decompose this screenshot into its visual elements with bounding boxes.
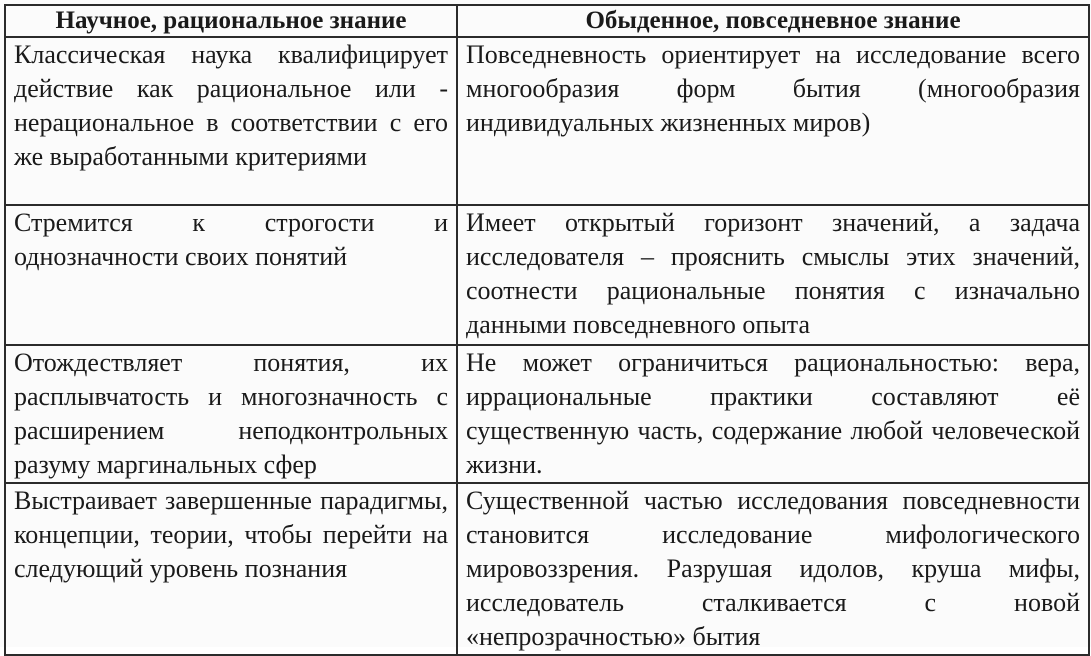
cell-everyday	[457, 483, 1089, 655]
cell-text: Выстраивает завершенные парадигмы, концепции, теории, чтобы перейти на следующий уровень познания	[14, 486, 448, 583]
table-row	[5, 205, 1089, 345]
cell-everyday	[457, 37, 1089, 205]
cell-scientific	[5, 483, 457, 655]
cell-scientific	[5, 37, 457, 205]
cell-scientific	[5, 205, 457, 345]
cell-text: Имеет открытый горизонт значений, а задача исследователя – прояснить смыслы этих значений, соотнести рациональные понятия с изначально данными повседневного опыта	[466, 208, 1080, 339]
cell-text: Отождествляет понятия, их расплывчатость и многозначность с расширением неподконтрольных разуму маргинальных сфер	[14, 348, 448, 479]
cell-scientific	[5, 345, 457, 483]
cell-text: Не может ограничиться рациональностью: вера, иррациональные практики составляют её существенную часть, содержание любой человеческой жизни.	[466, 348, 1080, 479]
header-row	[5, 5, 1089, 37]
cell-everyday	[457, 345, 1089, 483]
table-row	[5, 345, 1089, 483]
table-row	[5, 37, 1089, 205]
table-row	[5, 483, 1089, 655]
header-everyday-knowledge: Обыденное, повседневное знание	[457, 5, 1089, 37]
header-scientific-knowledge: Научное, рациональное знание	[5, 5, 457, 37]
cell-text: Стремится к строгости и однозначности своих понятий	[14, 208, 448, 271]
cell-text: Классическая наука квалифицирует действие как рациональное или - нерациональное в соответствии с его же выработанными критериями	[14, 40, 448, 171]
cell-everyday	[457, 205, 1089, 345]
cell-text: Повседневность ориентирует на исследование всего многообразия форм бытия (многообразия индивидуальных жизненных миров)	[466, 40, 1080, 137]
comparison-table	[4, 4, 1090, 656]
cell-text: Существенной частью исследования повседневности становится исследование мифологического мировоззрения. Разрушая идолов, круша мифы, исследователь сталкивается с новой «непрозрачностью» бытия	[466, 486, 1080, 651]
